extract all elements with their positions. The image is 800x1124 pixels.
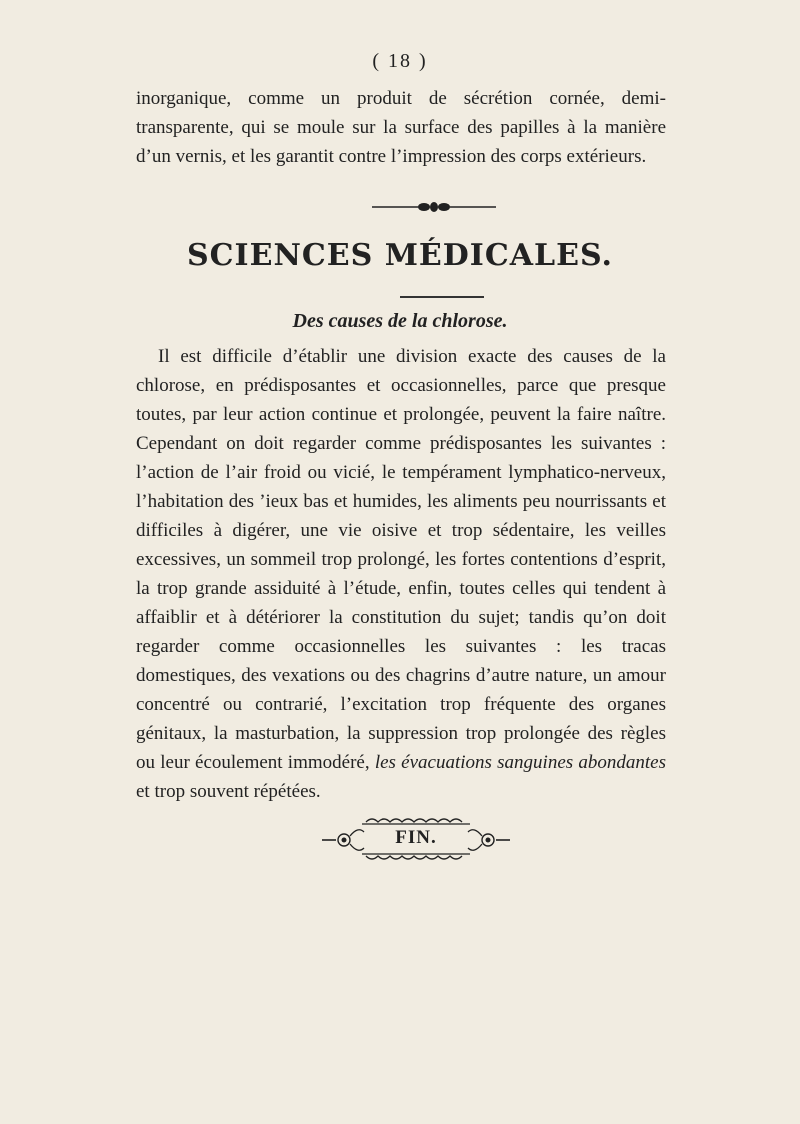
article-body	[136, 342, 666, 806]
body-text-italic: les évacuations sanguines abondantes	[374, 752, 666, 773]
fin-ornament	[318, 810, 514, 866]
article-title: Des causes de la chlorose.	[292, 310, 508, 332]
heading-divider	[400, 296, 484, 298]
section-heading: SCIENCES MÉDICALES.	[187, 238, 613, 273]
body-text-1: Il est difficile d’établir une division exacte des causes de la chlorose, en prédisposantes et occasionnelles, parce que presque toutes, par leur action continue et prolongée, peuvent la faire naître. Cependant on doit regarder comme prédisposantes les suivantes : l’action de l’air froid ou vicié, le tempérament lymphatico-nerveux, l’habitation des ’ieux bas et humides, les aliments peu nourrissants et difficiles à digérer, une vie oisive et trop sédentaire, les veilles excessives, un sommeil trop prolongé, les fortes contentions d’esprit, la trop grande assiduité à l’étude, enfin, toutes celles qui tendent à affaiblir et à détériorer la constitution du sujet; tandis qu’on doit regarder comme occasionnelles les suivantes : les tracas domestiques, des vexations ou des chagrins d’autre nature, un amour concentré ou contrarié, l’excitation trop fréquente des organes génitaux, la masturbation, la suppression trop prolongée des règles ou leur écoulement immodéré,	[136, 346, 666, 773]
ornamental-rule	[370, 201, 498, 213]
body-text-2: et trop souvent répétées.	[136, 781, 321, 802]
intro-paragraph: inorganique, comme un produit de sécrétion cornée, demi-transparente, qui se moule sur la surface des papilles à la manière d’un vernis, et les garantit contre l’impression des corps extérieurs.	[136, 88, 666, 167]
page-number: ( 18 )	[372, 50, 428, 72]
fin-label: FIN.	[395, 827, 437, 848]
